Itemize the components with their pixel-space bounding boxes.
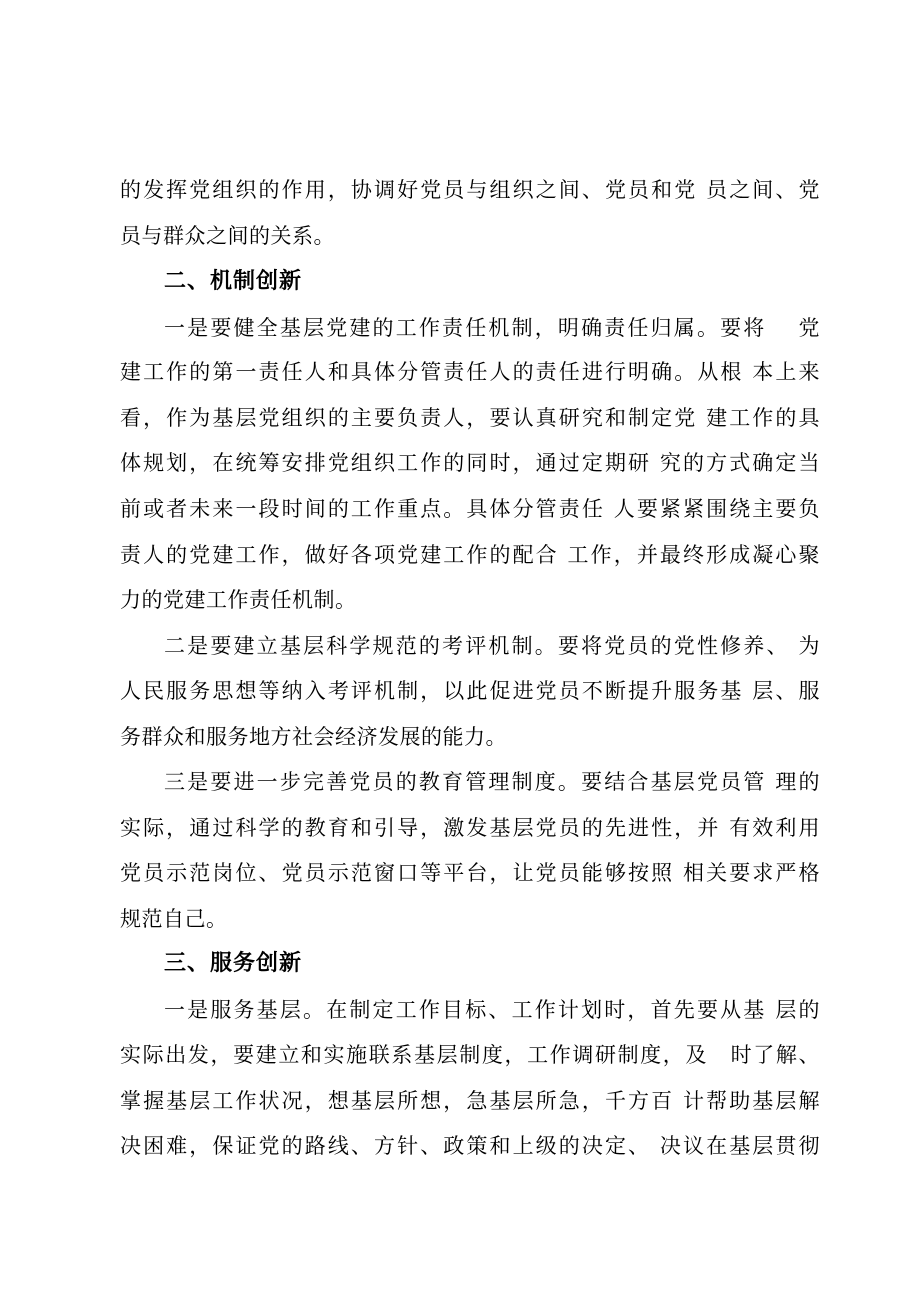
paragraph-line: 掌握基层工作状况，想基层所想，急基层所急，千方百 计帮助基层解 [120,1089,820,1113]
paragraph-line: 实际出发，要建立和实施联系基层制度，工作调研制度，及 时了解、 [120,1043,820,1067]
paragraph-line: 决困难，保证党的路线、方针、政策和上级的决定、 决议在基层贯彻 [120,1134,820,1158]
paragraph-line: 实际，通过科学的教育和引导，激发基层党员的先进性，并 有效利用 [120,816,820,840]
paragraph-line: 一是要健全基层党建的工作责任机制，明确责任归属。要将 党 [164,316,820,340]
paragraph-line: 力的党建工作责任机制。 [120,588,357,612]
paragraph-line: 党员示范岗位、党员示范窗口等平台，让党员能够按照 相关要求严格 [120,861,820,885]
paragraph-line: 体规划，在统筹安排党组织工作的同时，通过定期研 究的方式确定当 [120,451,820,475]
paragraph-line: 务群众和服务地方社会经济发展的能力。 [120,725,507,749]
paragraph-line: 一是服务基层。在制定工作目标、工作计划时，首先要从基 层的 [164,998,820,1022]
paragraph-line: 规范自己。 [120,907,228,931]
paragraph-line: 员与群众之间的关系。 [120,224,335,248]
paragraph-line: 人民服务思想等纳入考评机制，以此促进党员不断提升服务基 层、服 [120,679,820,703]
paragraph-line: 建工作的第一责任人和具体分管责任人的责任进行明确。从根 本上来 [120,360,820,384]
paragraph-line: 前或者未来一段时间的工作重点。具体分管责任 人要紧紧围绕主要负 [120,497,820,521]
section-heading: 三、服务创新 [164,951,303,976]
paragraph-line: 二是要建立基层科学规范的考评机制。要将党员的党性修养、 为 [164,634,820,658]
section-heading: 二、机制创新 [164,269,303,294]
paragraph-line: 责人的党建工作，做好各项党建工作的配合 工作，并最终形成凝心聚 [120,543,820,567]
paragraph-line: 看，作为基层党组织的主要负责人，要认真研究和制定党 建工作的具 [120,406,820,430]
paragraph-line: 的发挥党组织的作用，协调好党员与组织之间、党员和党 员之间、党 [120,178,820,202]
paragraph-line: 三是要进一步完善党员的教育管理制度。要结合基层党员管 理的 [164,770,820,794]
